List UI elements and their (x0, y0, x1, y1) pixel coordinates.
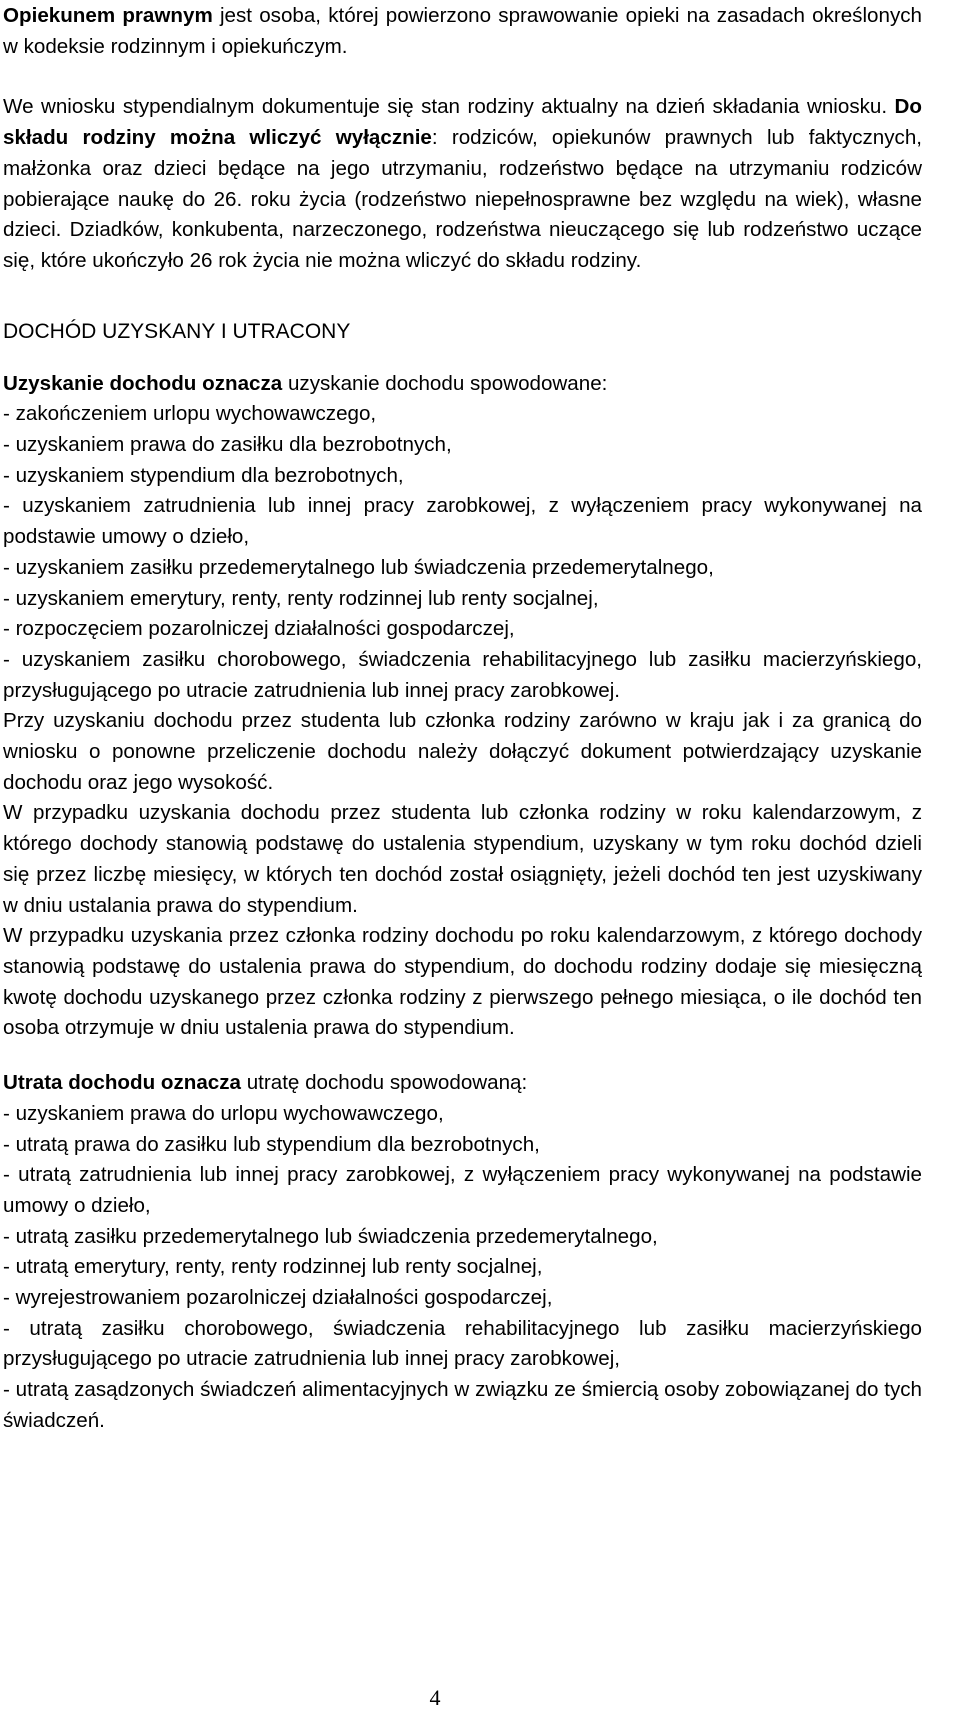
income-loss-intro (3, 1068, 922, 1099)
family-composition-details: : rodziców, opiekunów prawnych lub faktycznych, małżonka oraz dzieci będące na jego utrzymaniu, rodzeństwo będące na utrzymaniu rodziców pobierające naukę do 26. roku życia (rodzeństwo niepełnosprawne bez względu na wiek), własne dzieci. Dziadków, konkubenta, narzeczonego, rodzeństwa nieuczącego się lub rodzeństwo uczące się, które ukończyło 26 rok życia nie można wliczyć do składu rodziny. (3, 126, 923, 272)
list-item: - uzyskaniem stypendium dla bezrobotnych, (3, 463, 404, 487)
list-item: - rozpoczęciem pozarolniczej działalności gospodarczej, (3, 617, 515, 641)
income-loss-intro-text: utratę dochodu spowodowaną: (241, 1071, 528, 1095)
income-gain-intro-text: uzyskanie dochodu spowodowane: (282, 371, 608, 395)
paragraph-income-document: Przy uzyskaniu dochodu przez studenta lub członka rodziny zarówno w kraju jak i za granicą do wniosku o ponowne przeliczenie dochodu należy dołączyć dokument potwierdzający uzyskanie dochodu oraz jego wysokość. (3, 709, 922, 794)
list-item: - zakończeniem urlopu wychowawczego, (3, 402, 377, 426)
paragraph-family-composition (3, 92, 922, 276)
term-legal-guardian: Opiekunem prawnym (3, 4, 213, 27)
paragraph-income-in-year: W przypadku uzyskania dochodu przez studenta lub członka rodziny w roku kalendarzowym, z którego dochody stanowią podstawę do ustalenia stypendium, uzyskany w tym roku dochód dzieli się przez liczbę miesięcy, w których ten dochód został osiągnięty, jeżeli dochód ten jest uzyskiwany w dniu ustalania prawa do stypendium. (3, 801, 922, 917)
term-income-loss: Utrata dochodu oznacza (3, 1071, 241, 1095)
spacer (3, 277, 922, 317)
list-item: - utratą zasiłku przedemerytalnego lub świadczenia przedemerytalnego, (3, 1224, 658, 1248)
list-item: - uzyskaniem emerytury, renty, renty rodzinnej lub renty socjalnej, (3, 586, 599, 610)
term-income-gain: Uzyskanie dochodu oznacza (3, 371, 283, 395)
list-item: - utratą zasądzonych świadczeń alimentacyjnych w związku ze śmiercią osoby zobowiązanej do tych świadczeń. (3, 1378, 922, 1432)
spacer (3, 62, 922, 92)
list-item: - utratą zatrudnienia lub innej pracy zarobkowej, z wyłączeniem pracy wykonywanej na podstawie umowy o dzieło, (3, 1163, 922, 1217)
list-item: - utratą prawa do zasiłku lub stypendium dla bezrobotnych, (3, 1132, 540, 1156)
list-item: - utratą emerytury, renty, renty rodzinnej lub renty socjalnej, (3, 1255, 543, 1279)
list-item: - wyrejestrowaniem pozarolniczej działalności gospodarczej, (3, 1286, 553, 1310)
list-item: - uzyskaniem prawa do urlopu wychowawczego, (3, 1101, 444, 1125)
page-number: 4 (429, 1685, 441, 1710)
list-item: - uzyskaniem prawa do zasiłku dla bezrobotnych, (3, 433, 452, 457)
spacer (3, 1044, 922, 1068)
family-composition-intro: We wniosku stypendialnym dokumentuje się stan rodziny aktualny na dzień składania wniosku. (3, 95, 895, 119)
paragraph-income-after-year: W przypadku uzyskania przez członka rodziny dochodu po roku kalendarzowym, z którego dochody stanowią podstawę do ustalenia prawa do stypendium, do dochodu rodziny dodaje się miesięczną kwotę dochodu uzyskanego przez członka rodziny z pierwszego pełnego miesiąca, o ile dochód ten osoba otrzymuje w dniu ustalenia prawa do stypendium. (3, 924, 922, 1040)
definition-legal-guardian: jest osoba, której powierzono sprawowanie opieki na zasadach określonych w kodeksie rodzinnym i opiekuńczym. (3, 4, 923, 58)
list-item: - uzyskaniem zasiłku chorobowego, świadczenia rehabilitacyjnego lub zasiłku macierzyńskiego, przysługującego po utracie zatrudnienia lub innej pracy zarobkowej. (3, 647, 922, 702)
paragraph-legal-guardian (3, 1, 922, 62)
income-gain-intro (3, 369, 922, 400)
list-item: - uzyskaniem zasiłku przedemerytalnego lub świadczenia przedemerytalnego, (3, 555, 714, 579)
family-composition-emphasis: Do składu rodziny można wliczyć wyłącznie (3, 95, 922, 150)
list-item: - utratą zasiłku chorobowego, świadczenia rehabilitacyjnego lub zasiłku macierzyńskiego przysługującego po utracie zatrudnienia lub innej pracy zarobkowej, (3, 1316, 922, 1371)
list-item: - uzyskaniem zatrudnienia lub innej pracy zarobkowej, z wyłączeniem pracy wykonywanej na podstawie umowy o dzieło, (3, 494, 922, 549)
section-title: DOCHÓD UZYSKANY I UTRACONY (3, 319, 351, 343)
